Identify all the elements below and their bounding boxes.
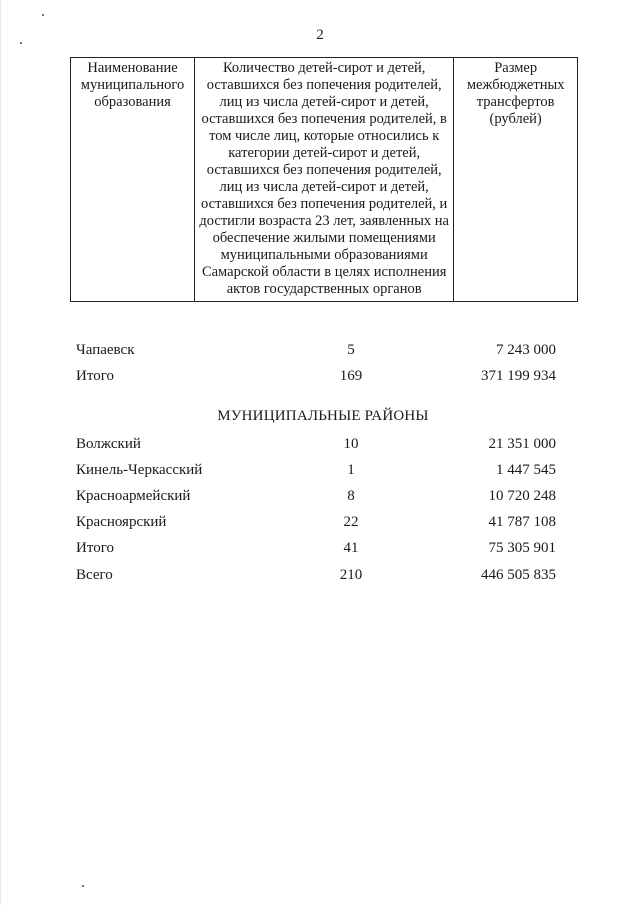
table-header: [70, 57, 578, 302]
table-row: [76, 567, 556, 587]
table-row: [76, 462, 556, 482]
row-amount: 371 199 934: [481, 368, 556, 384]
row-amount: 7 243 000: [496, 342, 556, 358]
row-amount: 41 787 108: [488, 514, 556, 530]
row-count: 10: [343, 436, 359, 452]
header-transfer-amount: Размер межбюджетных трансфертов (рублей): [454, 58, 578, 302]
scan-speck: [42, 14, 44, 16]
section-title: МУНИЦИПАЛЬНЫЕ РАЙОНЫ: [217, 408, 429, 424]
table-row: [76, 436, 556, 456]
row-name: Всего: [76, 567, 113, 583]
row-count: 210: [339, 567, 363, 583]
table-row: [76, 342, 556, 362]
row-name: Итого: [76, 368, 114, 384]
row-amount: 75 305 901: [488, 540, 556, 556]
table-row: [76, 514, 556, 534]
row-count: 41: [343, 540, 359, 556]
row-name: Итого: [76, 540, 114, 556]
row-amount: 446 505 835: [481, 567, 556, 583]
header-municipality: Наименование муниципального образования: [71, 58, 195, 302]
row-name: Волжский: [76, 436, 141, 452]
row-count: 1: [347, 462, 355, 478]
scan-edge: [0, 0, 1, 905]
row-name: Чапаевск: [76, 342, 135, 358]
header-children-count: Количество детей-сирот и детей, оставшихся без попечения родителей, лиц из числа детей-сирот и детей, оставшихся без попечения родителей, в том числе лиц, которые относились к категории детей-сирот и детей, оставшихся без попечения родителей, лиц из числа детей-сирот и детей, оставшихся без попечения родителей, и достигли возраста 23 лет, заявленных на обеспечение жилыми помещениями муниципальными образованиями Самарской области в целях исполнения актов государственных органов: [195, 58, 454, 302]
row-name: Красноярский: [76, 514, 167, 530]
row-count: 8: [347, 488, 355, 504]
scan-speck: [82, 885, 84, 887]
row-count: 22: [343, 514, 359, 530]
table-row: [76, 368, 556, 388]
row-count: 5: [347, 342, 355, 358]
row-count: 169: [339, 368, 363, 384]
table-row: [76, 488, 556, 508]
row-amount: 10 720 248: [488, 488, 556, 504]
row-name: Красноармейский: [76, 488, 191, 504]
table-row: [76, 540, 556, 560]
row-amount: 21 351 000: [488, 436, 556, 452]
table-header-row: [71, 58, 578, 302]
row-amount: 1 447 545: [496, 462, 556, 478]
row-name: Кинель-Черкасский: [76, 462, 203, 478]
page-number: 2: [316, 27, 324, 43]
